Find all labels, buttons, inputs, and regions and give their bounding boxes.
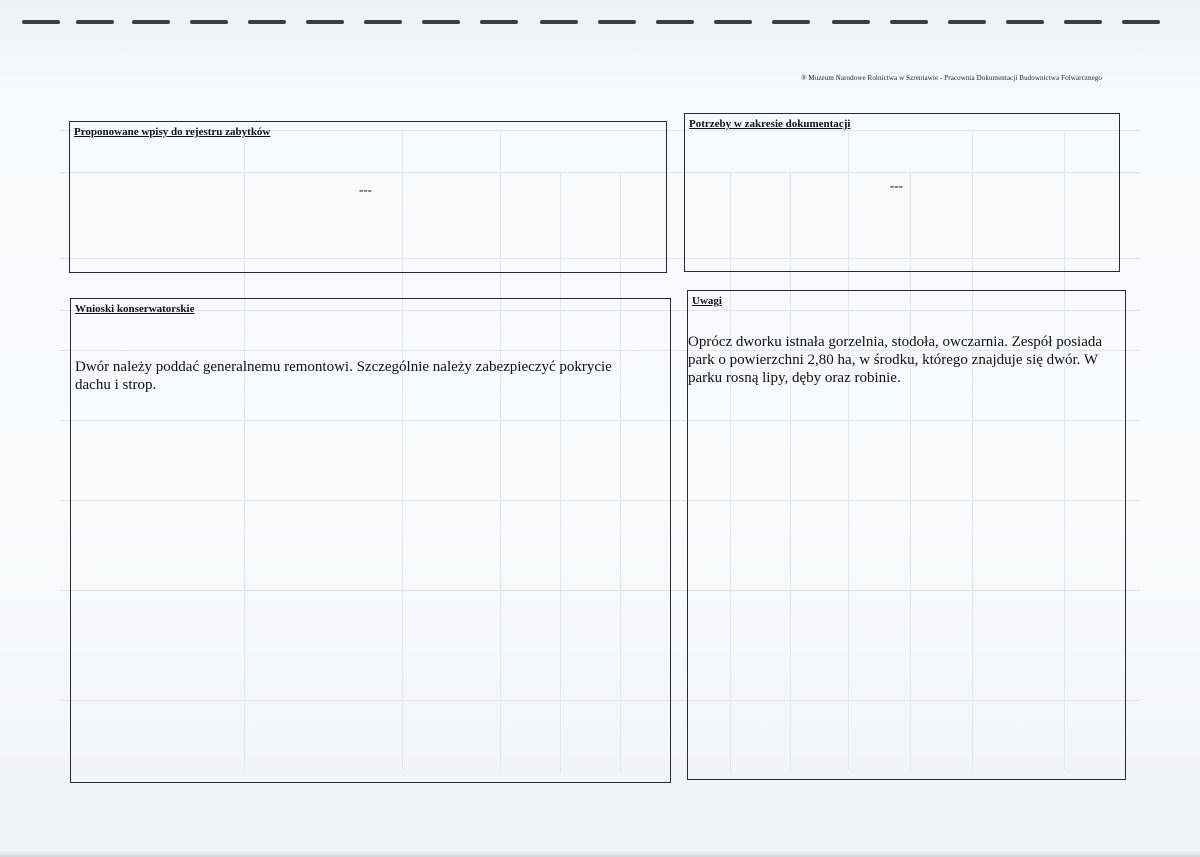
conservation-conclusions-box <box>70 298 671 783</box>
binding-mark <box>76 20 114 24</box>
binding-mark <box>1064 20 1102 24</box>
documentation-needs-title: Potrzeby w zakresie dokumentacji <box>689 118 851 130</box>
conservation-conclusions-title: Wnioski konserwatorskie <box>75 303 195 315</box>
remarks-text: Oprócz dworku istnała gorzelnia, stodoła, owczarnia. Zespół posiada park o powierzchni 2,80 ha, w środku, którego znajduje się dwór. W parku rosną lipy, dęby oraz robinie. <box>688 334 1103 386</box>
binding-mark <box>832 20 870 24</box>
binding-mark <box>132 20 170 24</box>
binding-mark <box>656 20 694 24</box>
binding-mark <box>480 20 518 24</box>
binding-mark <box>306 20 344 24</box>
binding-mark <box>890 20 928 24</box>
binding-mark <box>22 20 60 24</box>
binding-mark <box>1006 20 1044 24</box>
remarks-title: Uwagi <box>692 295 722 307</box>
binding-mark <box>190 20 228 24</box>
proposed-entries-value: --- <box>359 182 372 197</box>
page-bottom-edge <box>0 851 1200 857</box>
binding-mark <box>714 20 752 24</box>
remarks-box <box>687 290 1126 780</box>
binding-mark <box>248 20 286 24</box>
binding-mark <box>540 20 578 24</box>
binding-mark <box>1122 20 1160 24</box>
documentation-needs-box <box>684 113 1120 272</box>
copyright-note: ® Muzeum Narodowe Rolnictwa w Szreniawie - Pracownia Dokumentacji Budownictwa Folwarcznego <box>801 74 1102 82</box>
proposed-entries-box <box>69 121 667 273</box>
documentation-needs-value: --- <box>890 178 903 193</box>
binding-strip <box>0 14 1200 34</box>
binding-mark <box>598 20 636 24</box>
binding-mark <box>364 20 402 24</box>
conservation-conclusions-text: Dwór należy poddać generalnemu remontowi. Szczególnie należy zabezpieczyć pokrycie dachu i strop. <box>75 359 612 393</box>
binding-mark <box>948 20 986 24</box>
binding-mark <box>772 20 810 24</box>
proposed-entries-title: Proponowane wpisy do rejestru zabytków <box>74 126 271 138</box>
binding-mark <box>422 20 460 24</box>
